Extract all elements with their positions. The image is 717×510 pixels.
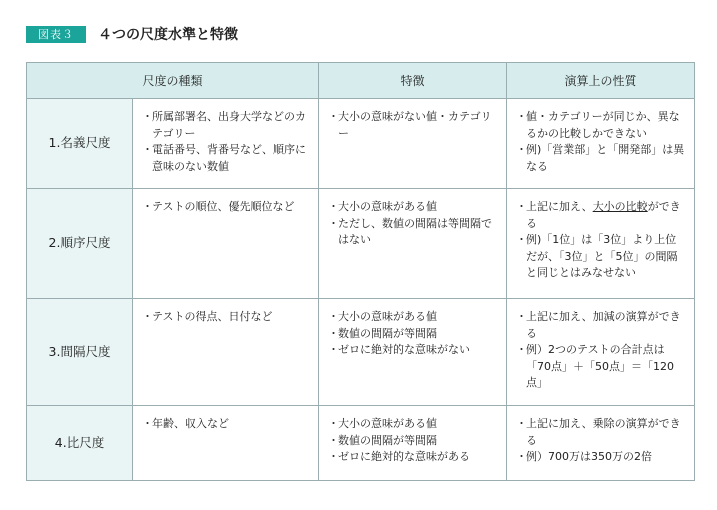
list-item: ・ 大小の意味がある値 [328,310,438,323]
header-operation: 演算上の性質 [507,63,695,99]
list-item: ・ 所属部署名、出身大学などのカテゴリー [142,110,306,140]
kind-cell [133,189,319,299]
scale-table [26,62,695,481]
list-item: ・ 大小の意味がある値 [328,417,438,430]
feature-cell [319,406,507,481]
underlined-phrase: 大小の比較 [592,200,648,213]
header-row [27,63,695,99]
list-item: ・ 例）2つのテストの合計点は「70点」＋「50点」＝「120点」 [516,343,675,389]
table-row [27,406,695,481]
list-item: ・ テストの順位、優先順位など [142,200,295,213]
list-item: ・ 例）700万は350万の2倍 [516,450,653,463]
kind-cell [133,406,319,481]
list-item: ・ 例)「営業部」と「開発部」は異なる [516,143,685,173]
list-item: ・ 上記に加え、乗除の演算ができる [516,417,681,447]
list-item: ・ 電話番号、背番号など、順序に意味のない数値 [142,143,306,173]
scale-name: 3.間隔尺度 [27,299,133,406]
feature-cell [319,299,507,406]
operation-cell [507,189,695,299]
feature-cell [319,189,507,299]
figure-title: ４つの尺度水準と特徴 [98,27,238,43]
operation-cell [507,299,695,406]
header-kind: 尺度の種類 [27,63,319,99]
scale-name: 1.名義尺度 [27,99,133,189]
list-item: ・ 大小の意味がない値・カテゴリー [328,110,492,140]
list-item: ・ ゼロに絶対的な意味がない [328,343,471,356]
operation-cell [507,406,695,481]
scale-name: 4.比尺度 [27,406,133,481]
table-row [27,299,695,406]
list-item: ・ 上記に加え、加減の演算ができる [516,310,681,340]
scale-name: 2.順序尺度 [27,189,133,299]
figure-title-row [26,24,238,44]
kind-cell [133,99,319,189]
figure-badge: 図表３ [26,26,86,43]
list-item: ・ 例)「1位」は「3位」より上位だが、「3位」と「5位」の間隔と同じとはみなせない [516,233,678,279]
list-item: ・ ただし、数値の間隔は等間隔ではない [328,216,493,246]
list-item: ・ 値・カテゴリーが同じか、異なるかの比較しかできない [516,110,680,140]
feature-cell [319,99,507,189]
list-item: ・ 上記に加え、大小の比較ができる [516,200,681,230]
operation-cell [507,99,695,189]
list-item: ・ テストの得点、日付など [142,310,273,323]
list-item: ・ 大小の意味がある値 [328,200,438,213]
table-row [27,189,695,299]
table-row [27,99,695,189]
kind-cell [133,299,319,406]
list-item: ・ 年齢、収入など [142,417,229,430]
list-item: ・ 数値の間隔が等間隔 [328,326,438,340]
list-item: ・ ゼロに絶対的な意味がある [328,450,471,463]
header-feature: 特徴 [319,63,507,99]
list-item: ・ 数値の間隔が等間隔 [328,433,438,447]
